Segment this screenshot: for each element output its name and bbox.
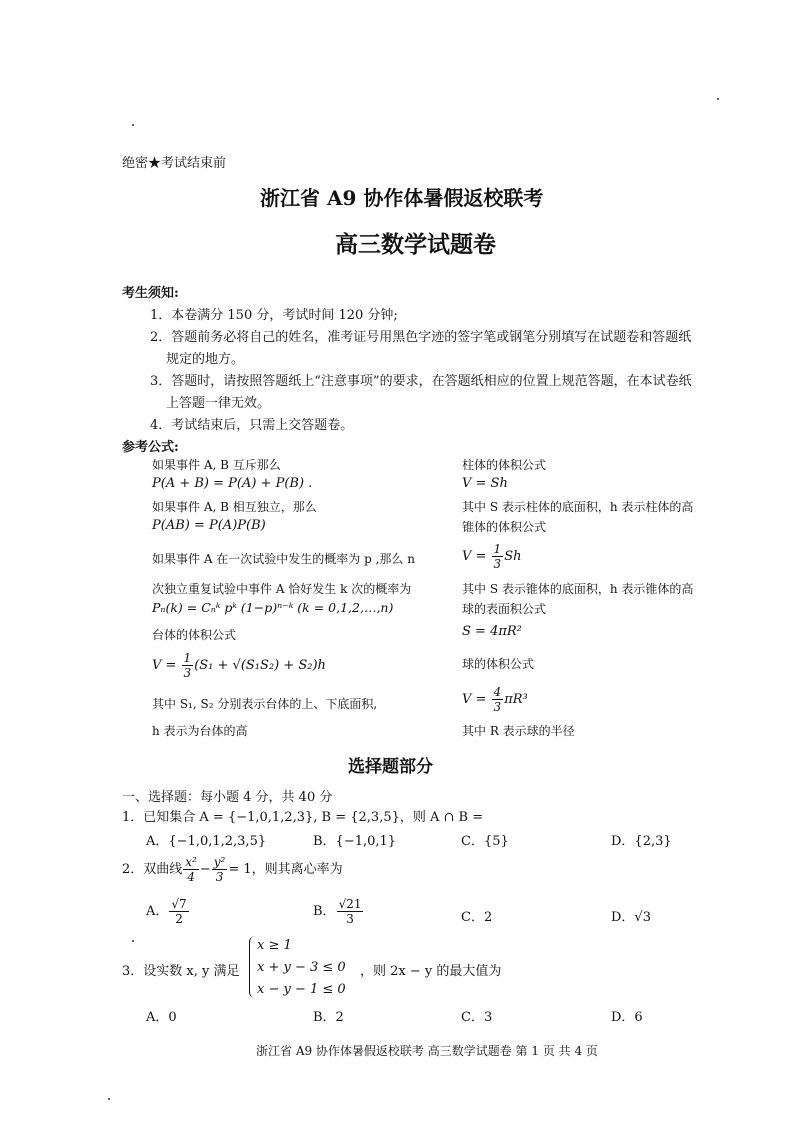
question-2-minus: −: [199, 862, 211, 877]
notice-item-4: 4．考试结束后，只需上交答题卷。: [150, 418, 354, 433]
question-3-option-a: A．0: [146, 1010, 177, 1025]
question-2-fraction-x: $\frac{\text{x²}}{4}$: [185, 855, 197, 884]
cone-volume-formula: [462, 543, 521, 570]
scan-speck: [717, 98, 719, 100]
formula-left-1: 如果事件 A, B 互斥那么: [152, 458, 281, 472]
question-3-suffix: ，则 2x − y 的最大值为: [360, 964, 502, 979]
question-3-option-c: C．3: [461, 1010, 493, 1025]
formula-right-3: 其中 S 表示柱体的底面积，h 表示柱体的高: [462, 500, 694, 514]
formula-right-4: 锥体的体积公式: [462, 520, 547, 534]
formula-left-6: 次独立重复试验中事件 A 恰好发生 k 次的概率为: [152, 582, 412, 596]
section-title: 选择题部分: [348, 757, 433, 777]
formula-right-12: 其中 R 表示球的半径: [462, 724, 575, 738]
fraction-one-third: $\frac{1}{3}$: [183, 651, 192, 680]
question-1-option-c: C．{5}: [461, 834, 509, 849]
frustum-volume-lhs: V =: [152, 658, 181, 673]
question-3-option-d: D．6: [611, 1010, 643, 1025]
question-2-prefix: 2．双曲线: [122, 862, 183, 877]
notice-item-3-cont: 上答题一律无效。: [166, 396, 271, 411]
paper-subtitle: 高三数学试题卷: [335, 231, 496, 258]
formulas-heading: 参考公式:: [122, 440, 179, 455]
formula-left-8: 台体的体积公式: [152, 628, 237, 642]
formula-left-4: P(AB) = P(A)P(B): [152, 518, 266, 533]
fraction-one-third-cone: $\frac{1}{3}$: [493, 542, 502, 571]
formula-right-8: S = 4πR²: [462, 624, 522, 639]
cone-volume-rhs: Sh: [504, 549, 522, 564]
frustum-volume-formula: [152, 652, 326, 679]
formula-left-3: 如果事件 A, B 相互独立，那么: [152, 500, 317, 514]
system-line-1: x ≥ 1: [257, 938, 292, 953]
notice-item-2-cont: 规定的地方。: [166, 352, 245, 367]
formula-left-2: P(A + B) = P(A) + P(B) .: [152, 476, 313, 491]
sphere-volume-formula: [462, 686, 528, 713]
question-2-option-c: C．2: [461, 910, 493, 925]
question-2-option-d: D．√3: [611, 910, 651, 925]
notice-heading: 考生须知:: [122, 286, 179, 301]
notice-item-1: 1．本卷满分 150 分，考试时间 120 分钟;: [150, 308, 398, 323]
question-1-option-b: B．{−1,0,1}: [313, 834, 397, 849]
sphere-volume-lhs: V =: [462, 692, 491, 707]
formula-right-2: V = Sh: [462, 476, 508, 491]
notice-item-3: 3．答题时，请按照答题纸上“注意事项”的要求，在答题纸相应的位置上规范答题，在本试卷纸: [150, 374, 692, 389]
question-2-option-b: B． $\frac{√21}{3}$: [313, 897, 362, 926]
question-1-option-a: A．{−1,0,1,2,3,5}: [146, 834, 267, 849]
formula-right-9: 球的体积公式: [462, 657, 535, 671]
system-line-2: x + y − 3 ≤ 0: [257, 960, 346, 975]
question-2-stem: [122, 856, 343, 883]
question-2-option-b-fraction: $\frac{√21}{3}$: [338, 897, 362, 926]
sphere-volume-rhs: πR³: [504, 692, 528, 707]
page-footer: 浙江省 A9 协作体暑假返校联考 高三数学试题卷 第 1 页 共 4 页: [256, 1044, 598, 1058]
question-3-option-b: B．2: [313, 1010, 344, 1025]
section-intro: 一、选择题：每小题 4 分，共 40 分: [122, 790, 333, 805]
formula-left-11: h 表示为台体的高: [152, 724, 248, 738]
formula-right-1: 柱体的体积公式: [462, 458, 547, 472]
question-1-stem: 1．已知集合 A = {−1,0,1,2,3}, B = {2,3,5}，则 A ∩ B =: [122, 810, 484, 825]
question-1-option-d: D．{2,3}: [611, 834, 672, 849]
question-2-option-a-fraction: $\frac{√7}{2}$: [171, 897, 187, 926]
question-2-option-a: A． $\frac{√7}{2}$: [146, 897, 187, 926]
formula-left-5: 如果事件 A 在一次试验中发生的概率为 p ,那么 n: [152, 552, 415, 566]
exam-title: 浙江省 A9 协作体暑假返校联考: [260, 186, 544, 210]
scan-speck: [132, 940, 134, 942]
frustum-volume-rhs: (S₁ + √(S₁S₂) + S₂)h: [194, 658, 326, 673]
scan-speck: [108, 1098, 110, 1100]
formula-left-7: Pₙ(k) = Cₙᵏ pᵏ (1−p)ⁿ⁻ᵏ (k = 0,1,2,…,n): [152, 600, 394, 615]
system-line-3: x − y − 1 ≤ 0: [257, 982, 346, 997]
question-3-prefix: 3．设实数 x, y 满足: [122, 964, 240, 979]
formula-right-7: 球的表面积公式: [462, 602, 547, 616]
cone-volume-lhs: V =: [462, 549, 491, 564]
question-2-fraction-y: $\frac{\text{y²}}{3}$: [213, 855, 226, 884]
question-2-suffix: = 1，则其离心率为: [228, 862, 343, 877]
formula-right-6: 其中 S 表示锥体的底面积，h 表示锥体的高: [462, 582, 694, 596]
formula-left-10: 其中 S₁, S₂ 分别表示台体的上、下底面积,: [152, 697, 378, 711]
scan-speck: [132, 124, 134, 126]
fraction-four-thirds: $\frac{4}{3}$: [493, 685, 502, 714]
notice-item-2: 2．答题前务必将自己的姓名，准考证号用黑色字迹的签字笔或钢笔分别填写在试题卷和答题纸: [150, 330, 692, 345]
secret-label: 绝密★考试结束前: [122, 156, 227, 171]
